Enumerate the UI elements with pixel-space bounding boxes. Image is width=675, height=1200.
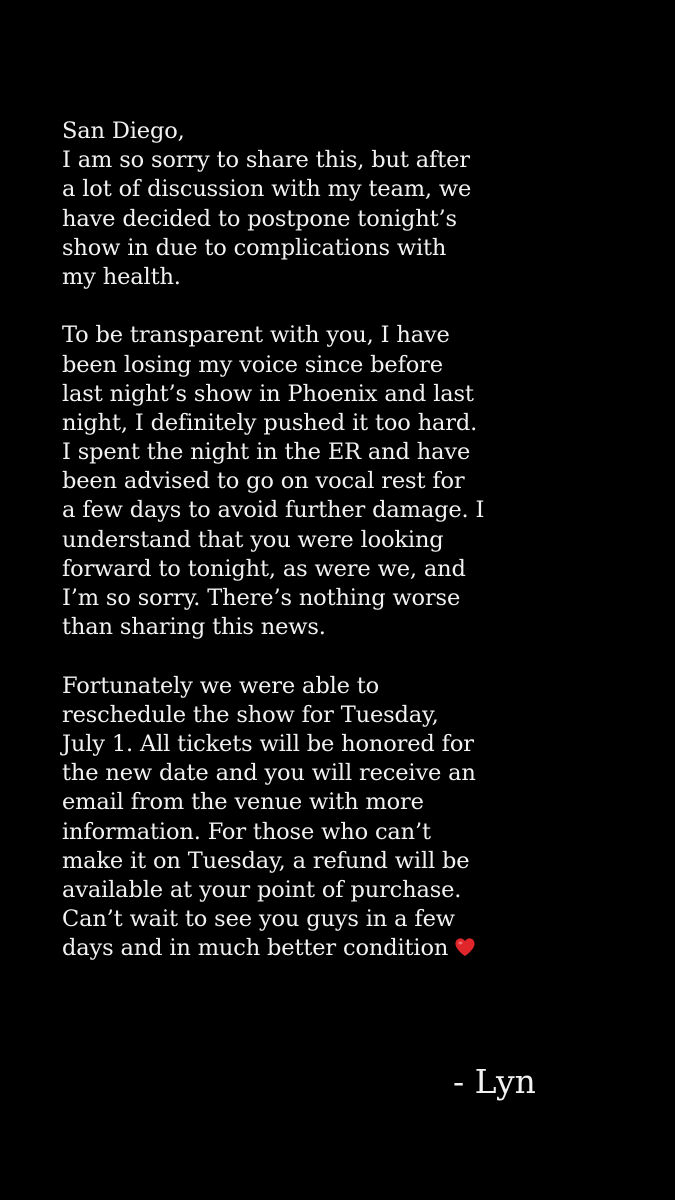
paragraph-2-line: been losing my voice since before	[62, 351, 443, 378]
paragraph-1-line: I am so sorry to share this, but after	[62, 147, 470, 174]
paragraph-gap	[62, 292, 622, 321]
red-heart-icon	[454, 937, 476, 957]
heart-shape	[456, 939, 475, 957]
paragraph-3-line: the new date and you will receive an	[62, 760, 476, 787]
statement-text	[62, 117, 622, 963]
paragraph-gap	[62, 642, 622, 671]
paragraph-2-line: forward to tonight, as were we, and	[62, 555, 466, 582]
paragraph-3-line: email from the venue with more	[62, 789, 424, 816]
paragraph-1-line: my health.	[62, 263, 181, 290]
paragraph-3-line: reschedule the show for Tuesday,	[62, 701, 439, 728]
greeting-line: San Diego,	[62, 118, 185, 144]
paragraph-1-line: show in due to complications with	[62, 234, 447, 261]
paragraph-2-line: night, I definitely pushed it too hard.	[62, 409, 478, 436]
paragraph-2-line: To be transparent with you, I have	[62, 322, 450, 349]
closing-line-text: days and in much better condition	[62, 935, 449, 962]
paragraph-1-line: have decided to postpone tonight’s	[62, 205, 457, 232]
paragraph-2-line: I spent the night in the ER and have	[62, 439, 471, 466]
paragraph-2-line: than sharing this news.	[62, 614, 326, 641]
paragraph-3-line: July 1. All tickets will be honored for	[62, 730, 474, 757]
paragraph-1-line: a lot of discussion with my team, we	[62, 176, 472, 203]
paragraph-3-line: Can’t wait to see you guys in a few	[62, 906, 455, 933]
closing-line	[62, 934, 622, 963]
paragraph-3-line: Fortunately we were able to	[62, 672, 380, 699]
paragraph-2-line: a few days to avoid further damage. I	[62, 497, 485, 524]
signature: - Lyn	[453, 1062, 536, 1101]
paragraph-2-line: last night’s show in Phoenix and last	[62, 380, 474, 407]
paragraph-3-line: information. For those who can’t	[62, 818, 431, 845]
paragraph-2-line: I’m so sorry. There’s nothing worse	[62, 585, 461, 611]
paragraph-2-line: been advised to go on vocal rest for	[62, 468, 465, 495]
paragraph-3-line: make it on Tuesday, a refund will be	[62, 847, 470, 874]
paragraph-2-line: understand that you were looking	[62, 526, 444, 553]
paragraph-3-line: available at your point of purchase.	[62, 876, 462, 903]
heart-highlight	[459, 942, 463, 945]
